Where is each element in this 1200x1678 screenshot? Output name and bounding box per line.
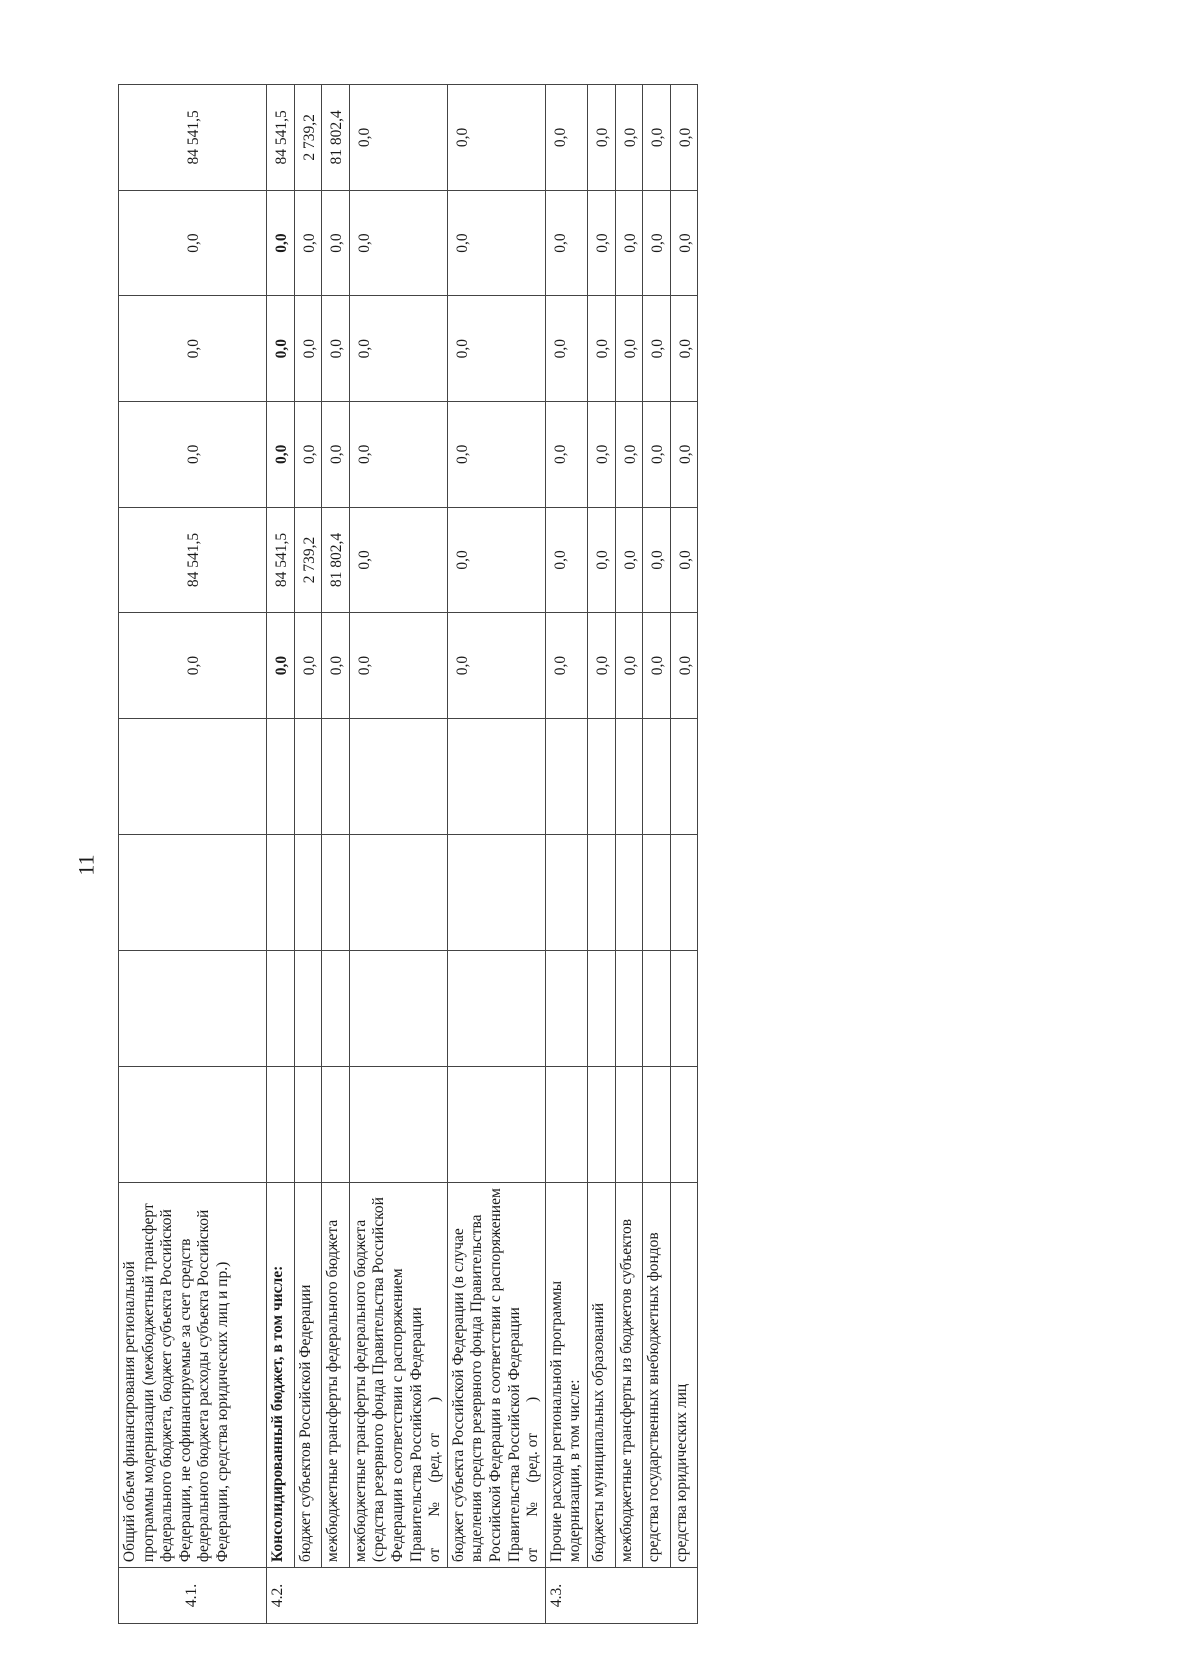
- table-cell: 0,0: [643, 296, 671, 402]
- table-cell: 0,0: [294, 402, 322, 508]
- table-cell: 0,0: [587, 613, 615, 719]
- row-label: средства юридических лиц: [670, 1182, 698, 1567]
- row-label: Прочие расходы региональной программы модернизации, в том числе:: [545, 1182, 587, 1567]
- table-row: [615, 85, 643, 1624]
- row-label: межбюджетные трансферты федерального бюджета (средства резервного фонда Правительства Российской Федерации в соответствии с распоряжением Правительства Российской Федерации от № (ред. от ): [349, 1182, 447, 1567]
- table-cell: 0,0: [643, 507, 671, 613]
- table-cell: 0,0: [615, 190, 643, 296]
- table-cell: 0,0: [267, 296, 295, 402]
- row-number: 4.3.: [545, 1568, 698, 1624]
- table-cell: 0,0: [670, 507, 698, 613]
- table-cell: 0,0: [643, 190, 671, 296]
- table-cell: 0,0: [545, 296, 587, 402]
- table-row: [447, 85, 545, 1624]
- financing-table: [118, 84, 698, 1624]
- table-cell: 2 739,2: [294, 85, 322, 191]
- row-label: межбюджетные трансферты из бюджетов субъектов: [615, 1182, 643, 1567]
- table-cell: 0,0: [545, 507, 587, 613]
- table-cell: 0,0: [587, 296, 615, 402]
- table-row: [545, 85, 587, 1624]
- table-cell: 0,0: [447, 613, 545, 719]
- table-cell: 0,0: [119, 402, 267, 508]
- table-cell: 0,0: [587, 85, 615, 191]
- table-cell: 84 541,5: [119, 85, 267, 191]
- table-row: [322, 85, 350, 1624]
- table-cell: 81 802,4: [322, 507, 350, 613]
- table-row: [267, 85, 295, 1624]
- table-cell: 0,0: [349, 402, 447, 508]
- table-row: [670, 85, 698, 1624]
- table-cell: 84 541,5: [267, 85, 295, 191]
- table-cell: 0,0: [447, 296, 545, 402]
- table-cell: 0,0: [294, 190, 322, 296]
- table-cell: 0,0: [615, 613, 643, 719]
- table-cell: 0,0: [615, 85, 643, 191]
- table-cell: 0,0: [349, 613, 447, 719]
- table-cell: 0,0: [545, 85, 587, 191]
- table-cell: 0,0: [643, 613, 671, 719]
- row-label: бюджеты муниципальных образований: [587, 1182, 615, 1567]
- row-label: бюджет субъекта Российской Федерации (в случае выделения средств резервного фонда Правительства Российской Федерации в соответствии с распоряжением Правительства Российской Федерации от № (ред. от ): [447, 1182, 545, 1567]
- table-cell: 0,0: [670, 613, 698, 719]
- table-cell: 0,0: [615, 507, 643, 613]
- table-cell: 0,0: [322, 613, 350, 719]
- table-cell: 0,0: [670, 85, 698, 191]
- table-cell: 0,0: [349, 85, 447, 191]
- table-cell: 0,0: [322, 402, 350, 508]
- page-number: 11: [73, 854, 99, 876]
- table-cell: 0,0: [322, 190, 350, 296]
- table-cell: 0,0: [294, 296, 322, 402]
- table-cell: 0,0: [670, 296, 698, 402]
- table-cell: 2 739,2: [294, 507, 322, 613]
- table-cell: 0,0: [447, 402, 545, 508]
- table-cell: 0,0: [447, 190, 545, 296]
- table-cell: 84 541,5: [119, 507, 267, 613]
- table-cell: 0,0: [545, 190, 587, 296]
- row-number: 4.1.: [119, 1568, 267, 1624]
- table-cell: 0,0: [587, 507, 615, 613]
- row-label: бюджет субъектов Российской Федерации: [294, 1182, 322, 1567]
- table-cell: 0,0: [447, 85, 545, 191]
- row-number: 4.2.: [267, 1568, 546, 1624]
- row-label: Общий объем финансирования региональной программы модернизации (межбюджетный трансферт федерального бюджета, бюджет субъекта Российской Федерации, не софинансируемые за счет средств федерального бюджета расходы субъекта Российской Федерации, средства юридических лиц и пр.): [119, 1182, 267, 1567]
- table-cell: 0,0: [447, 507, 545, 613]
- table-cell: 0,0: [119, 613, 267, 719]
- table-row: [587, 85, 615, 1624]
- table-cell: 0,0: [267, 402, 295, 508]
- table-cell: 0,0: [119, 190, 267, 296]
- table-cell: 84 541,5: [267, 507, 295, 613]
- table-row: [643, 85, 671, 1624]
- financing-table-rotated: [118, 84, 908, 1624]
- table-cell: 0,0: [643, 402, 671, 508]
- table-cell: 0,0: [587, 190, 615, 296]
- table-cell: 0,0: [643, 85, 671, 191]
- table-cell: 0,0: [615, 402, 643, 508]
- table-cell: 0,0: [545, 402, 587, 508]
- table-cell: 0,0: [615, 296, 643, 402]
- table-cell: 0,0: [349, 190, 447, 296]
- table-row: [119, 85, 267, 1624]
- table-cell: 0,0: [670, 190, 698, 296]
- table-cell: 0,0: [587, 402, 615, 508]
- table-cell: 81 802,4: [322, 85, 350, 191]
- table-cell: 0,0: [670, 402, 698, 508]
- table-cell: 0,0: [119, 296, 267, 402]
- row-label: средства государственных внебюджетных фондов: [643, 1182, 671, 1567]
- row-label: Консолидированный бюджет, в том числе:: [267, 1182, 295, 1567]
- row-label: межбюджетные трансферты федерального бюджета: [322, 1182, 350, 1567]
- table-cell: 0,0: [267, 613, 295, 719]
- table-row: [349, 85, 447, 1624]
- table-cell: 0,0: [545, 613, 587, 719]
- table-cell: 0,0: [349, 507, 447, 613]
- table-row: [294, 85, 322, 1624]
- table-cell: 0,0: [349, 296, 447, 402]
- table-cell: 0,0: [267, 190, 295, 296]
- table-cell: 0,0: [322, 296, 350, 402]
- table-cell: 0,0: [294, 613, 322, 719]
